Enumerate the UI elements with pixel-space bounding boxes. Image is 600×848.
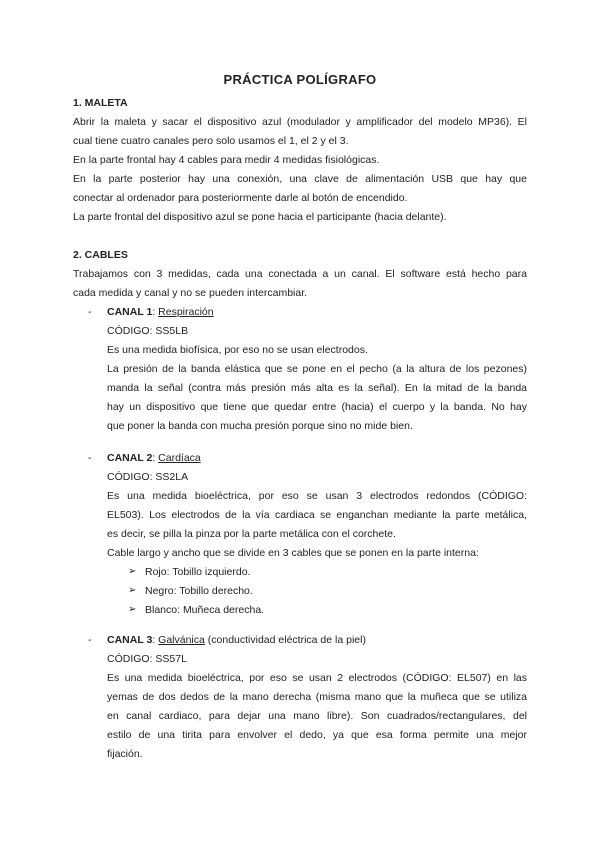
paragraph-line: En la parte posterior hay una conexión, una clave de alimentación USB que hay que [73, 173, 527, 185]
paragraph-line: yemas de dos dedos de la mano derecha (misma mano que la muñeca que se utiliza [107, 691, 527, 703]
arrow-bullet-icon: ➢ [128, 566, 137, 577]
canal-code: CÓDIGO: SS2LA [107, 471, 189, 483]
paragraph-line: La parte frontal del dispositivo azul se pone hacia el participante (hacia delante). [73, 211, 447, 223]
paragraph-line: hay un dispositivo que tiene que quedar entre (hacia) el cuerpo y la banda. No hay [107, 401, 527, 413]
canal-label: CANAL 2 [107, 452, 153, 464]
canal-label: CANAL 1 [107, 306, 153, 318]
canal-2-heading [107, 451, 527, 465]
paragraph-line: manda la señal (contra más presión más alta es la señal). En la mitad de la banda [107, 382, 527, 394]
paragraph-line: cada medida y canal y no se pueden intercambiar. [73, 287, 308, 299]
canal-name: Galvánica [158, 634, 205, 646]
list-bullet: - [88, 306, 92, 318]
list-item: Rojo: Tobillo izquierdo. [145, 566, 251, 578]
paragraph-line: Cable largo y ancho que se divide en 3 cables que se ponen en la parte interna: [107, 547, 479, 559]
canal-name: Cardíaca [158, 452, 201, 464]
paragraph-line: conectar al ordenador para posteriormente darle al botón de encendido. [73, 192, 408, 204]
list-bullet: - [88, 634, 92, 646]
section-heading-cables: 2. CABLES [73, 249, 128, 261]
paragraph-line: es decir, se pilla la pinza por la parte metálica con el corchete. [107, 528, 396, 540]
canal-code: CÓDIGO: SS57L [107, 653, 187, 665]
paragraph-line: En la parte frontal hay 4 cables para medir 4 medidas fisiológicas. [73, 154, 380, 166]
paragraph-line: estilo de una tirita para envolver el dedo, ya que esa forma permite una mejor [107, 729, 527, 741]
paragraph-line: Es una medida bioeléctrica, por eso se usan 3 electrodos redondos (CÓDIGO: [107, 490, 527, 502]
paragraph-line: fijación. [107, 748, 143, 760]
canal-description: (conductividad eléctrica de la piel) [204, 634, 366, 646]
paragraph-line: La presión de la banda elástica que se pone en el pecho (a la altura de los pezones) [107, 363, 527, 375]
paragraph-line: EL503). Los electrodos de la vía cardiaca se enganchan mediante la parte metálica, [107, 509, 527, 521]
paragraph-line: Abrir la maleta y sacar el dispositivo azul (modulador y amplificador del modelo MP36). El [73, 116, 527, 128]
paragraph-line: Trabajamos con 3 medidas, cada una conectada a un canal. El software está hecho para [73, 268, 527, 280]
section-heading-maleta: 1. MALETA [73, 97, 128, 109]
canal-name: Respiración [158, 306, 214, 318]
paragraph-line: que poner la banda con mucha presión porque sino no mide bien. [107, 420, 413, 432]
paragraph-line: Es una medida bioeléctrica, por eso se usan 2 electrodos (CÓDIGO: EL507) en las [107, 672, 527, 684]
list-bullet: - [88, 452, 92, 464]
canal-separator: : [152, 306, 159, 318]
paragraph-line: en canal cardiaco, para dejar una mano libre). Son cuadrados/rectangulares, del [107, 710, 527, 722]
canal-code: CÓDIGO: SS5LB [107, 325, 189, 337]
arrow-bullet-icon: ➢ [128, 604, 137, 615]
paragraph-line: cual tiene cuatro canales pero solo usamos el 1, el 2 y el 3. [73, 135, 349, 147]
paragraph-line: Es una medida biofísica, por eso no se usan electrodos. [107, 344, 368, 356]
canal-1-heading [107, 305, 527, 319]
list-item: Blanco: Muñeca derecha. [145, 604, 265, 616]
canal-label: CANAL 3 [107, 634, 153, 646]
canal-separator: : [152, 634, 159, 646]
canal-3-heading [107, 633, 527, 647]
list-item: Negro: Tobillo derecho. [145, 585, 253, 597]
page-title: PRÁCTICA POLÍGRAFO [223, 72, 377, 87]
arrow-bullet-icon: ➢ [128, 585, 137, 596]
canal-separator: : [152, 452, 159, 464]
